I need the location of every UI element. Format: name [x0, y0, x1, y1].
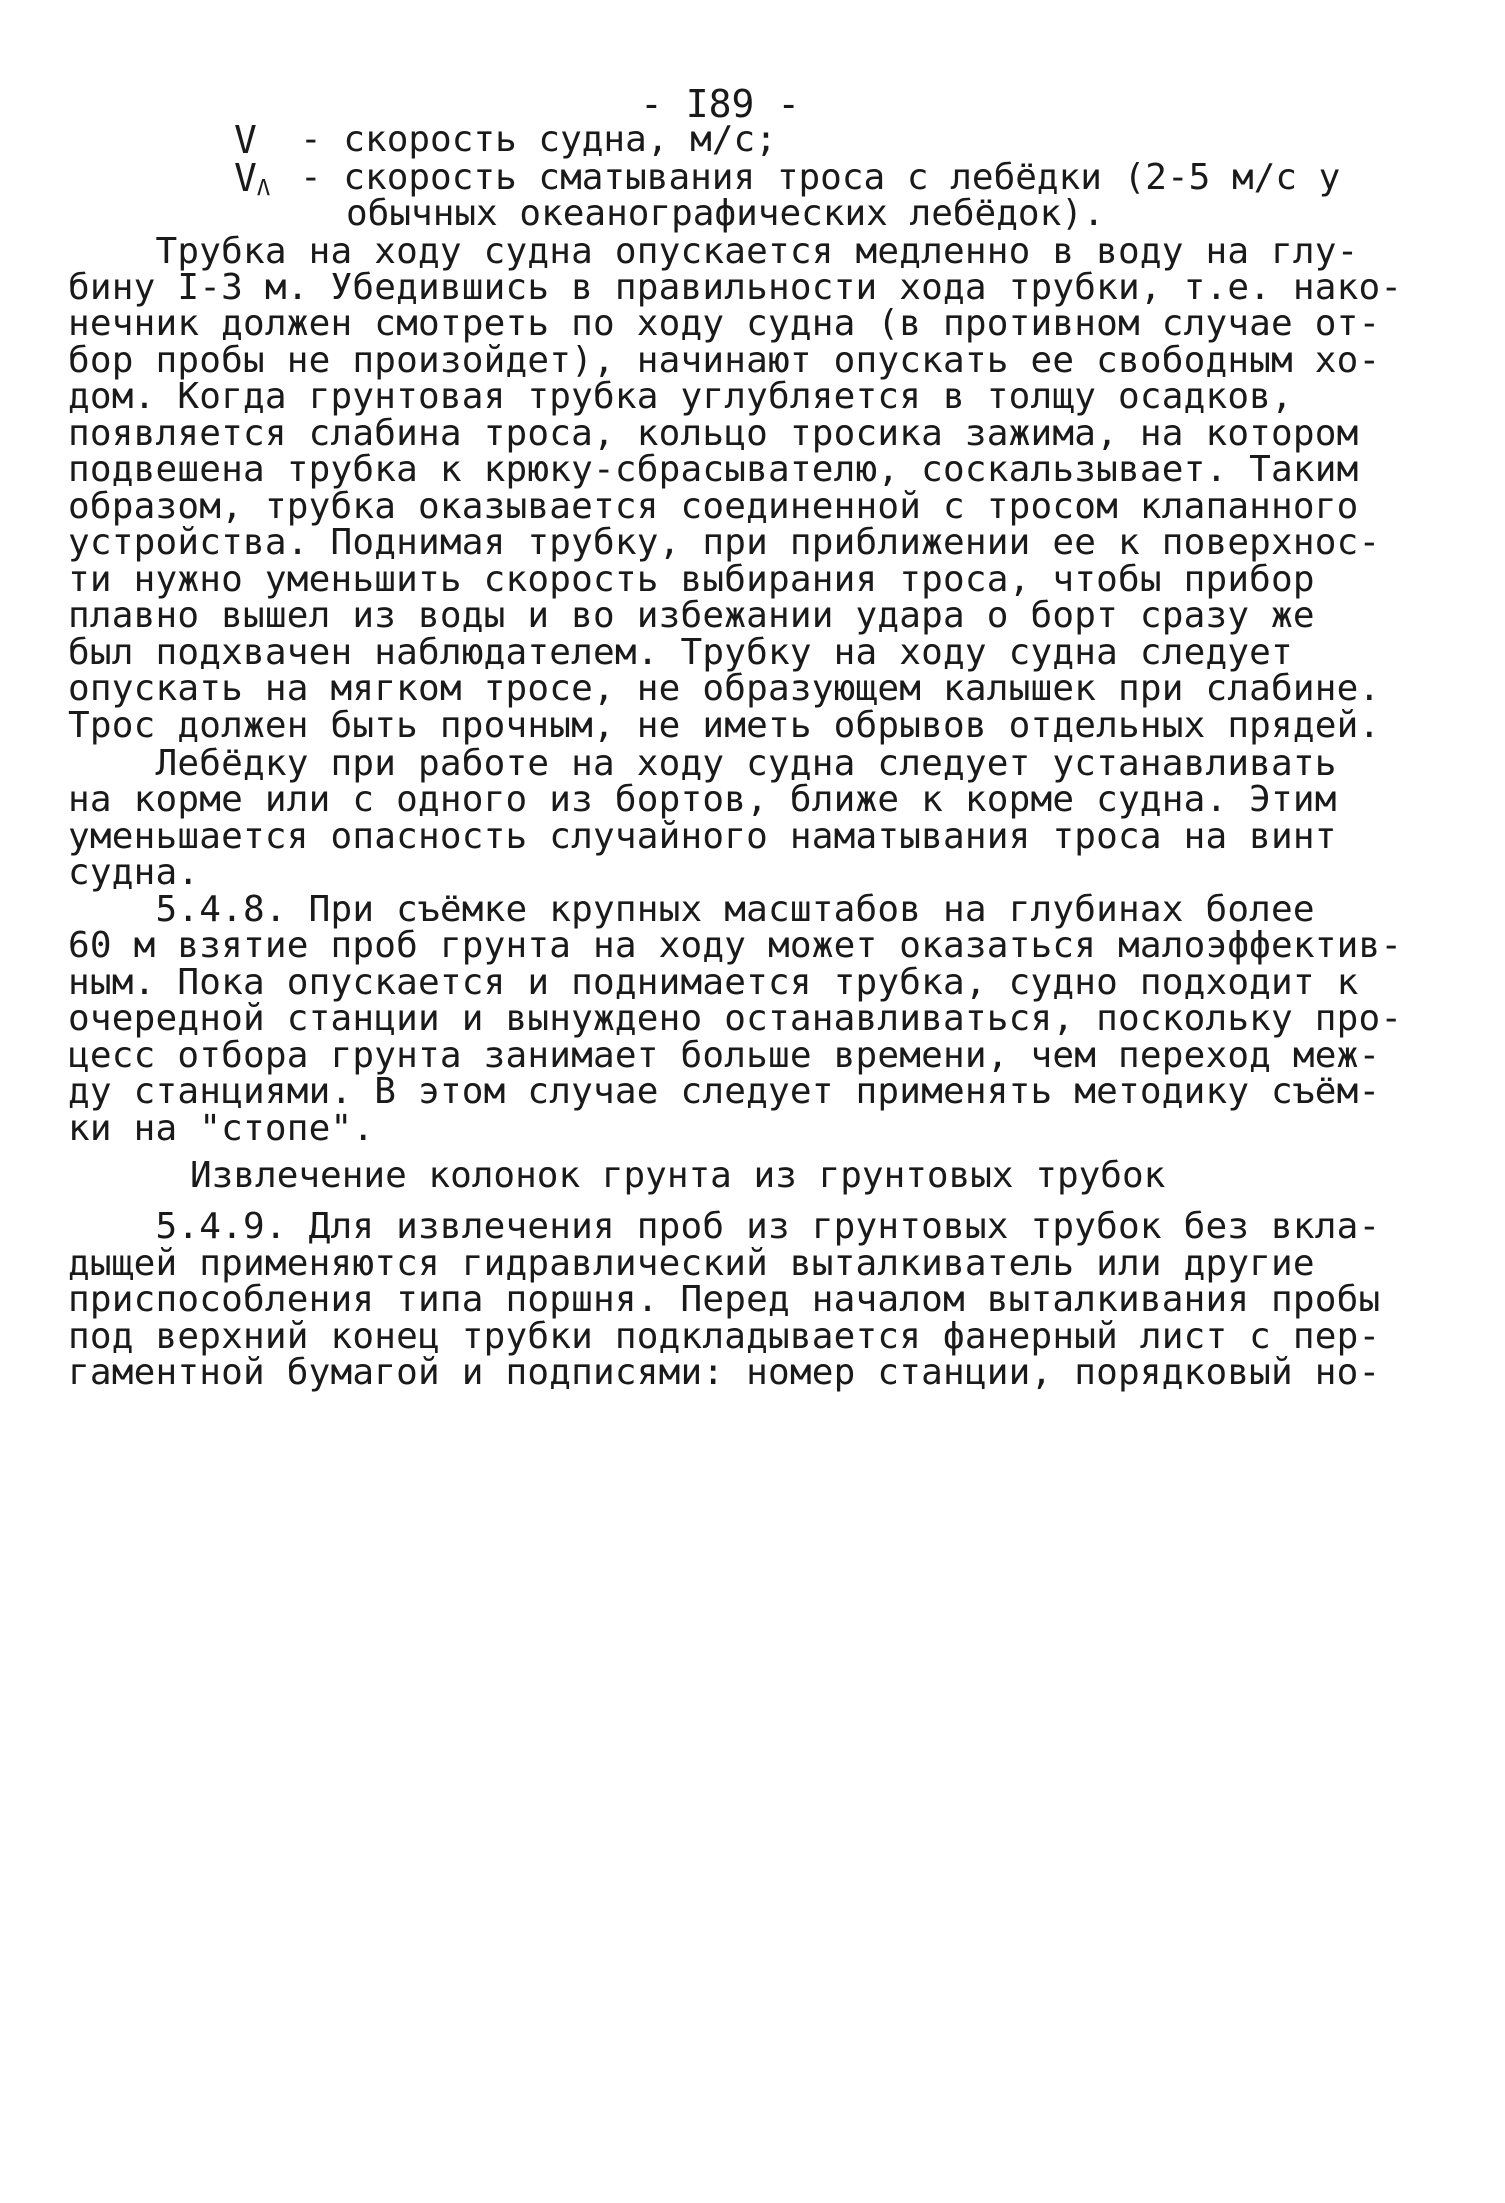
text-line: бор пробы не произойдет), начинают опускать ее свободным хо- — [68, 340, 1381, 381]
text-line: ным. Пока опускается и поднимается трубка, судно подходит к — [68, 962, 1359, 1003]
text-line: 5.4.8. При съёмке крупных масштабов на глубинах более — [68, 889, 1315, 930]
variable-definition-v-lambda: - скорость сматывания троса с лебёдки (2-5 м/с у — [300, 157, 1341, 198]
text-line: очередной станции и вынуждено останавливаться, поскольку про- — [68, 998, 1403, 1039]
text-line: нечник должен смотреть по ходу судна (в противном случае от- — [68, 303, 1381, 344]
text-line: на корме или с одного из бортов, ближе к корме судна. Этим — [68, 779, 1337, 820]
variable-definition-v-lambda-continuation: обычных океанографических лебёдок). — [346, 193, 1105, 234]
text-line: подвешена трубка к крюку-сбрасывателю, соскальзывает. Таким — [68, 449, 1359, 490]
text-line: дом. Когда грунтовая трубка углубляется в толщу осадков, — [68, 376, 1293, 417]
text-line: ду станциями. В этом случае следует применять методику съём- — [68, 1071, 1381, 1112]
text-line: Лебёдку при работе на ходу судна следует устанавливать — [68, 743, 1337, 784]
text-line: образом, трубка оказывается соединенной с тросом клапанного — [68, 486, 1359, 527]
text-line: плавно вышел из воды и во избежании удара о борт сразу же — [68, 595, 1315, 636]
variable-symbol-v: V — [234, 118, 257, 162]
text-line: бину I-3 м. Убедившись в правильности хода трубки, т.е. нако- — [68, 267, 1403, 308]
text-line: 5.4.9. Для извлечения проб из грунтовых трубок без вкла- — [68, 1206, 1381, 1247]
text-line: ки на "стопе". — [68, 1108, 375, 1149]
text-line: появляется слабина троса, кольцо тросика зажима, на котором — [68, 413, 1359, 454]
section-heading: Извлечение колонок грунта из грунтовых трубок — [190, 1155, 1166, 1196]
text-line: приспособления типа поршня. Перед началом выталкивания пробы — [68, 1279, 1381, 1320]
text-line: опускать на мягком тросе, не образующем калышек при слабине. — [68, 668, 1381, 709]
text-line: ти нужно уменьшить скорость выбирания троса, чтобы прибор — [68, 559, 1315, 600]
text-line: был подхвачен наблюдателем. Трубку на ходу судна следует — [68, 632, 1293, 673]
variable-definition-v: - скорость судна, м/с; — [300, 119, 777, 160]
text-line: под верхний конец трубки подкладывается фанерный лист с пер- — [68, 1316, 1381, 1357]
text-line: Трос должен быть прочным, не иметь обрывов отдельных прядей. — [68, 705, 1381, 746]
text-line: Трубка на ходу судна опускается медленно в воду на глу- — [68, 231, 1359, 272]
text-line: уменьшается опасность случайного наматывания троса на винт — [68, 816, 1337, 857]
page-number: - I89 - — [640, 82, 801, 126]
text-line: устройства. Поднимая трубку, при приближении ее к поверхнос- — [68, 522, 1381, 563]
text-line: гаментной бумагой и подписями: номер станции, порядковый но- — [68, 1352, 1381, 1393]
text-line: дыщей применяются гидравлический выталкиватель или другие — [68, 1243, 1315, 1284]
text-line: цесс отбора грунта занимает больше времени, чем переход меж- — [68, 1035, 1381, 1076]
text-line: судна. — [68, 852, 200, 893]
text-line: 60 м взятие проб грунта на ходу может оказаться малоэффектив- — [68, 925, 1403, 966]
variable-symbol-v-lambda: $V_\Lambda$ — [234, 156, 271, 201]
